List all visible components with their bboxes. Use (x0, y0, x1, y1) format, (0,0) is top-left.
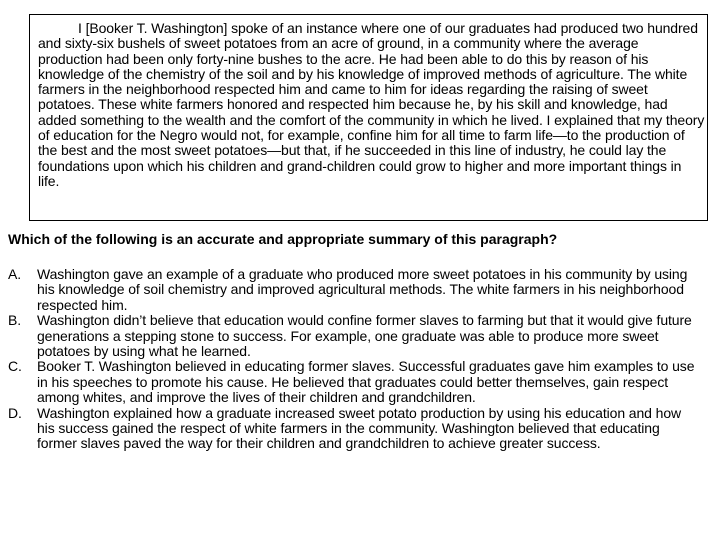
answer-option-b[interactable] (8, 313, 698, 359)
passage-text: I [Booker T. Washington] spoke of an instance where one of our graduates had produced two hundred and sixty-six bushels of sweet potatoes from an acre of ground, in a community where the average production had been only forty-nine bushes to the acre. He had been able to do this by reason of his knowledge of the chemistry of the soil and by his knowledge of improved methods of agriculture. The white farmers in the neighborhood respected him and came to him for ideas regarding the raising of sweet potatoes. These white farmers honored and respected him because he, by his skill and knowledge, had added something to the wealth and the comfort of the community in which he lived. I explained that my theory of education for the Negro would not, for example, confine him for all time to farm life—to the production of the best and the most sweet potatoes—but that, if he succeeded in this line of industry, he could lay the foundations upon which his children and grand-children could grow to higher and more important things in life. (38, 20, 705, 189)
answer-option-a[interactable] (8, 267, 698, 313)
option-text-d: Washington explained how a graduate increased sweet potato production by using his education and how his success gained the respect of white farmers in the community. Washington believed that educating former slaves paved the way for their children and grandchildren to achieve greater success. (37, 404, 682, 452)
passage-box (29, 14, 708, 221)
option-letter-b: B. (8, 312, 22, 329)
option-letter-d: D. (8, 404, 22, 421)
question-prompt: Which of the following is an accurate and appropriate summary of this paragraph? (8, 231, 558, 247)
option-text-a: Washington gave an example of a graduate who produced more sweet potatoes in his community by using his knowledge of soil chemistry and improved agricultural methods. The white farmers in his neighborhood respected him. (37, 266, 688, 313)
answer-option-d[interactable] (8, 406, 698, 452)
answer-option-c[interactable] (8, 359, 698, 405)
option-letter-c: C. (8, 358, 22, 375)
option-letter-a: A. (8, 266, 22, 282)
option-text-c: Booker T. Washington believed in educating former slaves. Successful graduates gave him examples to use in his speeches to promote his cause. He believed that graduates could better themselves, gain respect among whites, and improve the lives of their children and grandchildren. (37, 358, 695, 406)
option-text-b: Washington didn’t believe that education would confine former slaves to farming but that it would give future generations a stepping stone to success. For example, one graduate was able to produce more sweet potatoes by using what he learned. (37, 312, 692, 360)
answer-options (8, 267, 698, 452)
